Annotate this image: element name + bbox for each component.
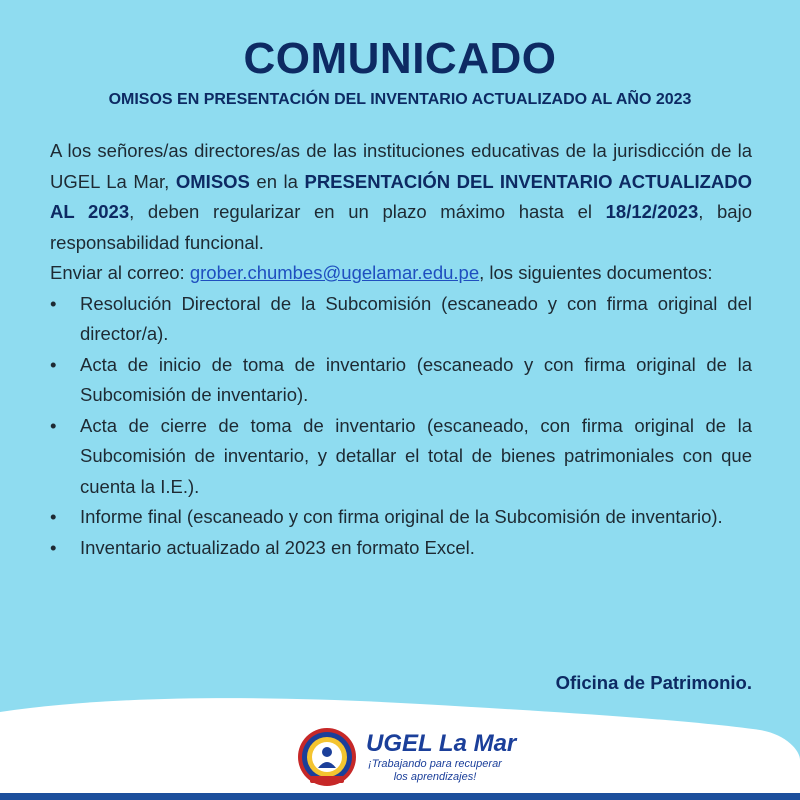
brand-tagline xyxy=(360,758,510,784)
bullet-icon: • xyxy=(50,353,57,375)
bottom-bar xyxy=(0,793,800,800)
list-item xyxy=(50,411,752,503)
deadline-date: 18/12/2023 xyxy=(605,201,699,222)
email-paragraph xyxy=(50,258,752,289)
document-text: Acta de cierre de toma de inventario (escaneado, con firma original de la Subcomisión de inventario, y detallar el total de bienes patrimoniales con que cuenta la I.E.). xyxy=(80,414,752,497)
intro-text: , deben regularizar en un plazo máximo hasta el xyxy=(129,201,606,222)
announcement-body xyxy=(50,136,752,563)
bullet-icon: • xyxy=(50,506,57,527)
intro-text: A los señores/as directores/as de las instituciones educativas de la jurisdicción de la UGEL La Mar, xyxy=(50,140,752,192)
intro-paragraph xyxy=(50,136,752,258)
brand-name: UGEL La Mar xyxy=(366,730,517,757)
ugel-la-mar-seal-icon xyxy=(296,726,358,788)
email-link[interactable]: grober.chumbes@ugelamar.edu.pe xyxy=(189,262,480,283)
document-text: Informe final (escaneado y con firma original de la Subcomisión de inventario). xyxy=(80,506,723,527)
bullet-icon: • xyxy=(50,292,57,314)
presentation-highlight: PRESENTACIÓN DEL INVENTARIO ACTUALIZADO AL 2023 xyxy=(50,170,752,222)
tagline-line: los aprendizajes! xyxy=(393,771,477,783)
document-text: Inventario actualizado al 2023 en formato Excel. xyxy=(80,536,475,558)
bullet-icon: • xyxy=(50,414,57,436)
document-text: Acta de inicio de toma de inventario (escaneado y con firma original de la Subcomisión de inventario). xyxy=(80,353,752,405)
list-item xyxy=(50,502,752,533)
email-suffix: , los siguientes documentos: xyxy=(479,262,713,283)
omisos-highlight: OMISOS xyxy=(175,170,250,192)
intro-text: en la xyxy=(249,170,305,192)
list-item xyxy=(50,533,752,564)
intro-text: , bajo responsabilidad funcional. xyxy=(50,201,752,253)
list-item xyxy=(50,350,752,411)
documents-list xyxy=(50,289,752,564)
page-title: COMUNICADO xyxy=(243,34,557,83)
list-item xyxy=(50,289,752,350)
email-label: Enviar al correo: xyxy=(50,262,190,283)
office-signature: Oficina de Patrimonio. xyxy=(555,672,752,693)
tagline-line: ¡Trabajando para recuperar xyxy=(368,758,502,770)
document-text: Resolución Directoral de la Subcomisión (escaneado y con firma original del director/a). xyxy=(80,292,752,344)
page-subtitle: OMISOS EN PRESENTACIÓN DEL INVENTARIO ACTUALIZADO AL AÑO 2023 xyxy=(108,91,692,108)
bullet-icon: • xyxy=(50,536,57,558)
